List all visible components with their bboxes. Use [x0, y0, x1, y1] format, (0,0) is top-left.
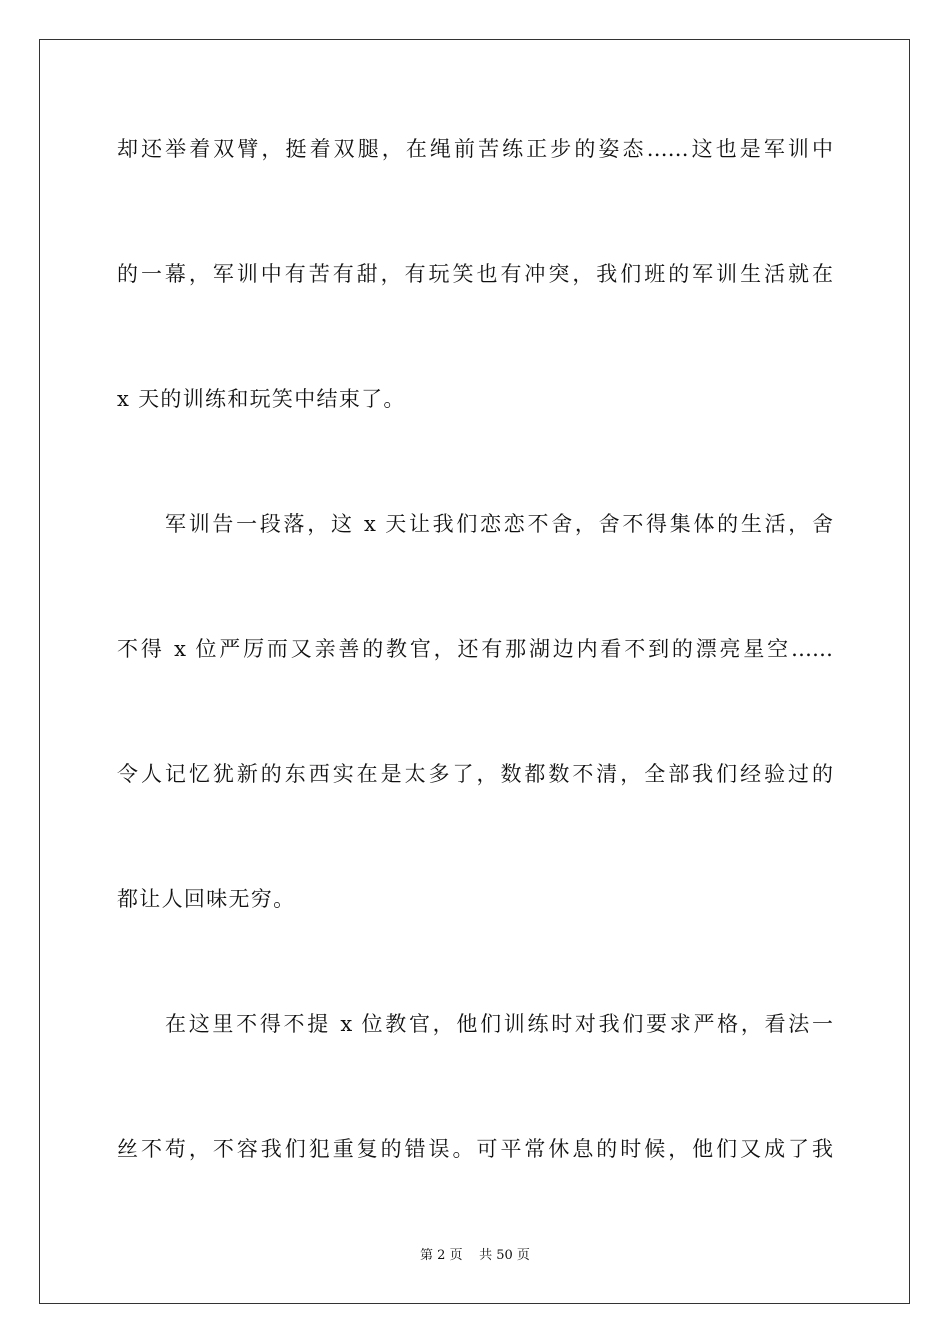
text-line-1: 却还举着双臂，挺着双腿，在绳前苦练正步的姿态……这也是军训中: [117, 137, 833, 161]
page-footer: [0, 1246, 950, 1266]
page-total: 共 50 页: [479, 1248, 530, 1263]
text-line-9: 丝不苟，不容我们犯重复的错误。可平常休息的时候，他们又成了我: [117, 1137, 833, 1161]
text-line-7: 都让人回味无穷。: [117, 887, 296, 911]
text-line-6: 令人记忆犹新的东西实在是太多了，数都数不清，全部我们经验过的: [117, 762, 833, 786]
page-number: 第 2 页: [420, 1248, 463, 1263]
text-line-8: 在这里不得不提 x 位教官，他们训练时对我们要求严格，看法一: [165, 1012, 833, 1036]
text-line-3: x 天的训练和玩笑中结束了。: [117, 387, 406, 411]
text-line-4: 军训告一段落，这 x 天让我们恋恋不舍，舍不得集体的生活，舍: [165, 512, 833, 536]
text-line-5: 不得 x 位严厉而又亲善的教官，还有那湖边内看不到的漂亮星空……: [117, 637, 833, 661]
page-border: [39, 39, 910, 1304]
text-line-2: 的一幕，军训中有苦有甜，有玩笑也有冲突，我们班的军训生活就在: [117, 262, 833, 286]
